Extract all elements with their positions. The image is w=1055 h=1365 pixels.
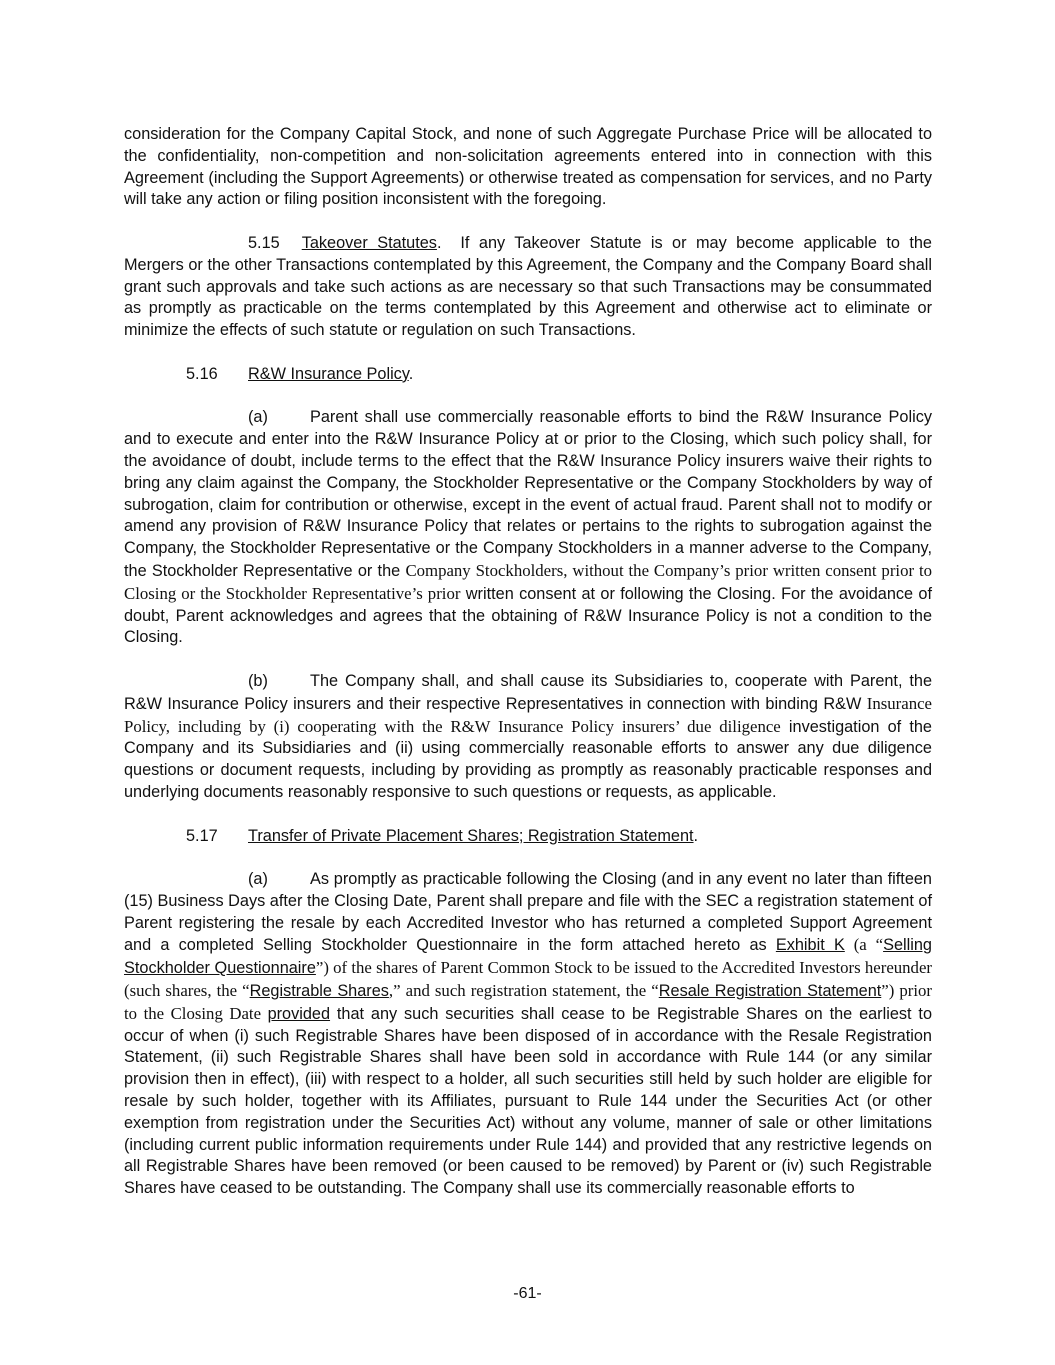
document-page — [124, 124, 932, 1200]
section-5-16-heading: 5.16 R&W Insurance Policy. — [124, 364, 932, 386]
clause-text: As promptly as practicable following the Closing (and in any event no later than fifteen (15) Business Days after the Closing Date, Parent shall prepare and file with the SEC a registration statement of Parent registering the resale by each Accredited Investor who has returned a completed Support Agreement and a completed Selling Stockholder Questionnaire in the form attached hereto as — [124, 870, 932, 955]
clause-text-serif: Company Stockholders, without the Company’s prior written consent prior to Closing or the Stockholder Representative’s prior — [124, 560, 933, 603]
clause-text: Parent shall use commercially reasonable efforts to bind the R&W Insurance Policy and to execute and enter into the R&W Insurance Policy at or prior to the Closing, which such policy shall, for the avoidance of doubt, include terms to the effect that the R&W Insurance Policy insurers waive their rights to bring any claim against the Company, the Stockholder Representative or the Company Stockholders by way of subrogation, claim for contribution or otherwise, except in the event of actual fraud. Parent shall not to modify or amend any provision of R&W Insurance Policy that relates or pertains to the rights to subrogation against the Company, the Stockholder Representative or the Company Stockholders in a manner adverse to the Company, the Stockholder Representative or the — [124, 408, 932, 580]
section-number: 5.15 — [248, 233, 280, 252]
section-5-17-heading: 5.17 Transfer of Private Placement Shares; Registration Statement. — [124, 826, 932, 848]
clause-label: (a) — [248, 870, 268, 889]
paragraph-text: consideration for the Company Capital Stock, and none of such Aggregate Purchase Price will be allocated to the confidentiality, non-competition and non-solicitation agreements entered into in connection with this Agreement (including the Support Agreements) or otherwise treated as compensation for services, and no Party will take any action or filing position inconsistent with the foregoing. — [124, 125, 932, 209]
provided-term: provided — [267, 1004, 331, 1023]
section-5-15: 5.15 Takeover Statutes. If any Takeover Statute is or may become applicable to the Mergers or the other Transactions contemplated by this Agreement, the Company and the Company Board shall grant such approvals and take such actions as are necessary so that such Transactions may be consummated as promptly as practicable on the terms contemplated by this Agreement and otherwise act to eliminate or minimize the effects of such statute or regulation on such Transactions. — [124, 233, 932, 340]
defined-term: Registrable Shares — [249, 982, 389, 1001]
section-5-16-b — [124, 671, 932, 804]
section-5-16-a — [124, 407, 932, 649]
clause-label: (a) — [248, 408, 268, 427]
section-title: Takeover Statutes — [301, 233, 437, 252]
section-body: If any Takeover Statute is or may become applicable to the Mergers or the other Transactions contemplated by this Agreement, the Company and the Company Board shall grant such approvals and take such actions as are necessary so that such Transactions may be consummated as promptly as practicable on the terms contemplated by this Agreement and otherwise act to eliminate or minimize the effects of such statute or regulation on such Transactions. — [124, 233, 932, 340]
section-number: 5.16 — [186, 364, 218, 383]
clause-text: written consent at or following the Closing. For the avoidance of doubt, Parent acknowledges and agrees that the obtaining of R&W Insurance Policy is not a condition to the Closing. — [124, 584, 932, 647]
section-title: Transfer of Private Placement Shares; Registration Statement — [248, 826, 694, 845]
exhibit-reference: Exhibit K — [775, 936, 845, 955]
clause-text: that any such securities shall cease to be Registrable Shares on the earliest to occur of when (i) such Registrable Shares have been disposed of in accordance with the Resale Registration Statement, (ii) such Registrable Shares shall have been sold in accordance with Rule 144 (or any similar provision then in effect), (iii) with respect to a holder, all such securities still held by such holder are eligible for resale by such holder, together with its Affiliates, pursuant to Rule 144 under the Securities Act (or other exemption from registration under the Securities Act) without any volume, manner of sale or other limitations (including current public information requirements under Rule 144) and provided that any restrictive legends on all Registrable Shares have been removed (or been caused to be removed) by Parent or (iv) such Registrable Shares have ceased to be outstanding. The Company shall use its commercially reasonable efforts to — [124, 1004, 932, 1198]
page-number: -61- — [513, 1285, 542, 1302]
section-title: R&W Insurance Policy — [248, 364, 409, 383]
defined-term: Resale Registration Statement — [658, 982, 882, 1001]
clause-text: The Company shall, and shall cause its Subsidiaries to, cooperate with Parent, the R&W Insurance Policy insurers and their respective Representatives in connection with binding R&W — [124, 671, 932, 713]
clause-label: (b) — [248, 671, 268, 690]
paragraph-consideration — [124, 124, 932, 211]
section-5-17-a: (a) As promptly as practicable following the Closing (and in any event no later than fifteen (15) Business Days after the Closing Date, Parent shall prepare and file with the SEC a registration statement of Parent registering the resale by each Accredited Investor who has returned a completed Support Agreement and a completed Selling Stockholder Questionnaire in the form attached hereto as Exhibit K (a “Selling Stockholder Questionnaire”) of the shares of Parent Common Stock to be issued to the Accredited Investors hereunder (such shares, the “Registrable Shares,” and such registration statement, the “Resale Registration Statement”) prior to the Closing Date provided that any such securities shall cease to be Registrable Shares on the earliest to occur of when (i) such Registrable Shares have been disposed of in accordance with the Resale Registration Statement, (ii) such Registrable Shares shall have been sold in accordance with Rule 144 (or any similar provision then in effect), (iii) with respect to a holder, all such securities still held by such holder are eligible for resale by such holder, together with its Affiliates, pursuant to Rule 144 under the Securities Act (or other exemption from registration under the Securities Act) without any volume, manner of sale or other limitations (including current public information requirements under Rule 144) and provided that any restrictive legends on all Registrable Shares have been removed (or been caused to be removed) by Parent or (iv) such Registrable Shares have ceased to be outstanding. The Company shall use its commercially reasonable efforts to — [124, 870, 932, 1198]
clause-text-serif: Insurance Policy, including by (i) cooperating with the R&W Insurance Policy insurers’ due diligence — [124, 693, 932, 736]
section-number: 5.17 — [186, 826, 218, 845]
defined-term: Selling Stockholder Questionnaire — [124, 936, 932, 978]
clause-text: investigation of the Company and its Subsidiaries and (ii) using commercially reasonable efforts to answer any due diligence questions or document requests, including by providing as promptly as reasonably practicable responses and underlying documents reasonably responsive to such questions or requests, as applicable. — [124, 717, 932, 801]
